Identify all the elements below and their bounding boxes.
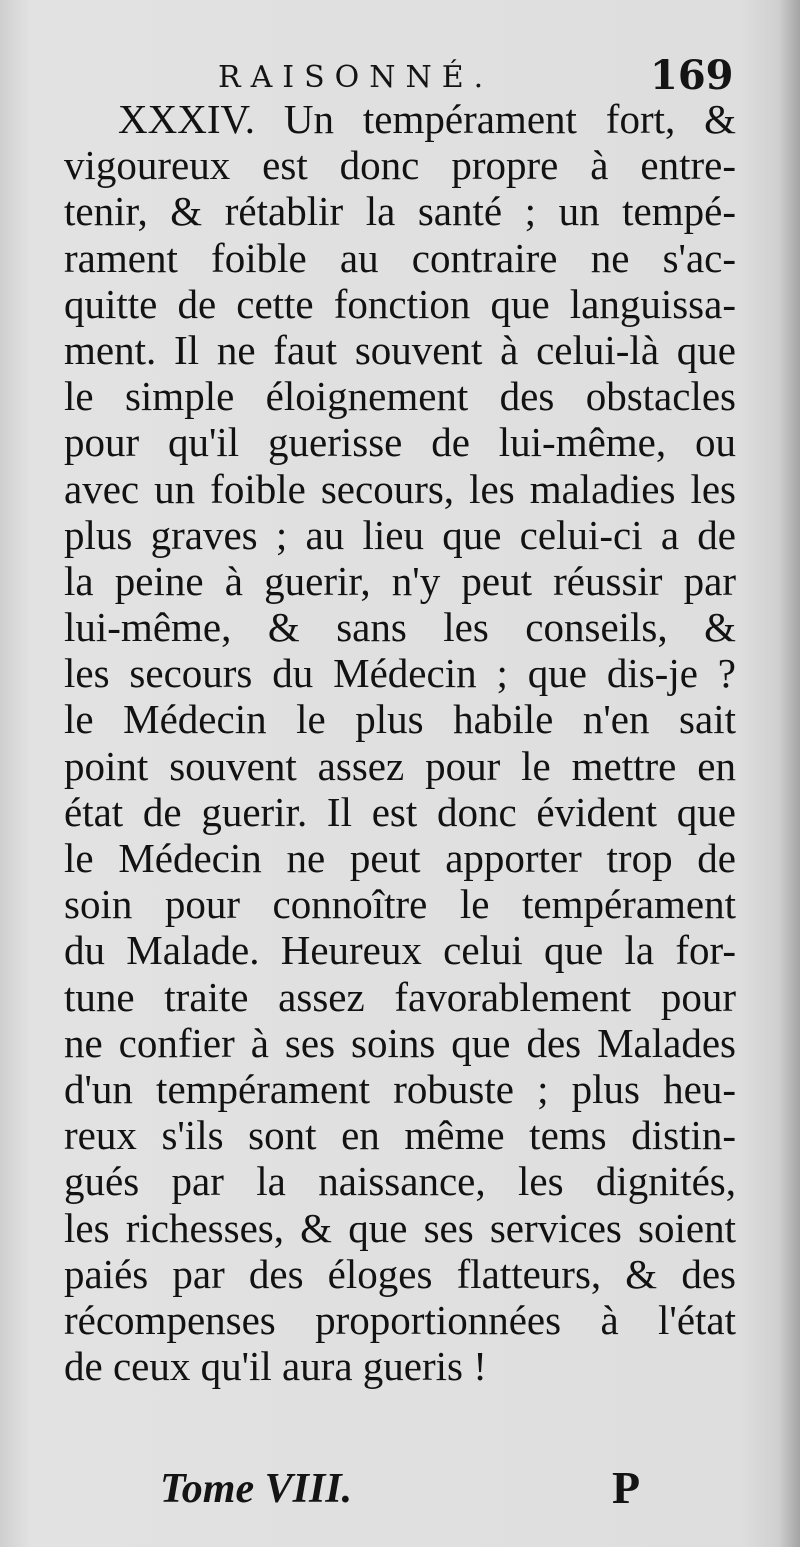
text-line: le simple éloignement des obstacles <box>64 373 736 420</box>
text-line: lui-même, & sans les conseils, & <box>64 604 736 651</box>
running-title: RAISONNÉ. <box>218 60 494 95</box>
text-line: tune traite assez favorablement pour <box>64 973 736 1020</box>
text-line: tenir, & rétablir la santé ; un tempé- <box>64 188 736 235</box>
text-line: soin pour connoître le tempérament <box>64 881 736 928</box>
paragraph-xxxiv <box>64 96 736 1389</box>
page-footer <box>0 1462 800 1525</box>
text-line: la peine à guerir, n'y peut réussir par <box>64 557 736 604</box>
running-head <box>0 52 800 102</box>
page-edge-shadow <box>778 0 800 1547</box>
text-line: gués par la naissance, les dignités, <box>64 1158 736 1205</box>
text-line: d'un tempérament robuste ; plus heu- <box>64 1065 736 1112</box>
text-line: rament foible au contraire ne s'ac- <box>64 234 736 281</box>
text-line: de ceux qu'il aura gueris ! <box>64 1343 487 1390</box>
signature-mark: P <box>612 1462 641 1513</box>
text-line: les richesses, & que ses services soient <box>64 1204 736 1251</box>
text-line: point souvent assez pour le mettre en <box>64 742 736 789</box>
text-line: reux s'ils sont en même tems distin- <box>64 1112 736 1159</box>
text-line: vigoureux est donc propre à entre- <box>64 142 736 189</box>
text-line: pour qu'il guerisse de lui-même, ou <box>64 419 736 466</box>
text-line: paiés par des éloges flatteurs, & des <box>64 1250 736 1297</box>
text-line: le Médecin le plus habile n'en sait <box>64 696 736 743</box>
text-line: quitte de cette fonction que languissa- <box>64 280 736 327</box>
text-line: état de guerir. Il est donc évident que <box>64 788 736 835</box>
text-line: le Médecin ne peut apporter trop de <box>64 835 736 881</box>
text-line: les secours du Médecin ; que dis-je ? <box>64 650 736 697</box>
text-line: récompenses proportionnées à l'état <box>64 1296 736 1343</box>
text-line: avec un foible secours, les maladies les <box>64 465 736 512</box>
text-line: plus graves ; au lieu que celui-ci a de <box>64 511 736 558</box>
text-line: du Malade. Heureux celui que la for- <box>64 927 736 974</box>
page-number: 169 <box>650 52 734 99</box>
volume-label: Tome VIII. <box>160 1466 353 1512</box>
text-line: ment. Il ne faut souvent à celui-là que <box>64 326 736 373</box>
text-line: XXXIV. Un tempérament fort, & <box>118 96 736 142</box>
text-line: ne confier à ses soins que des Malades <box>64 1019 736 1066</box>
